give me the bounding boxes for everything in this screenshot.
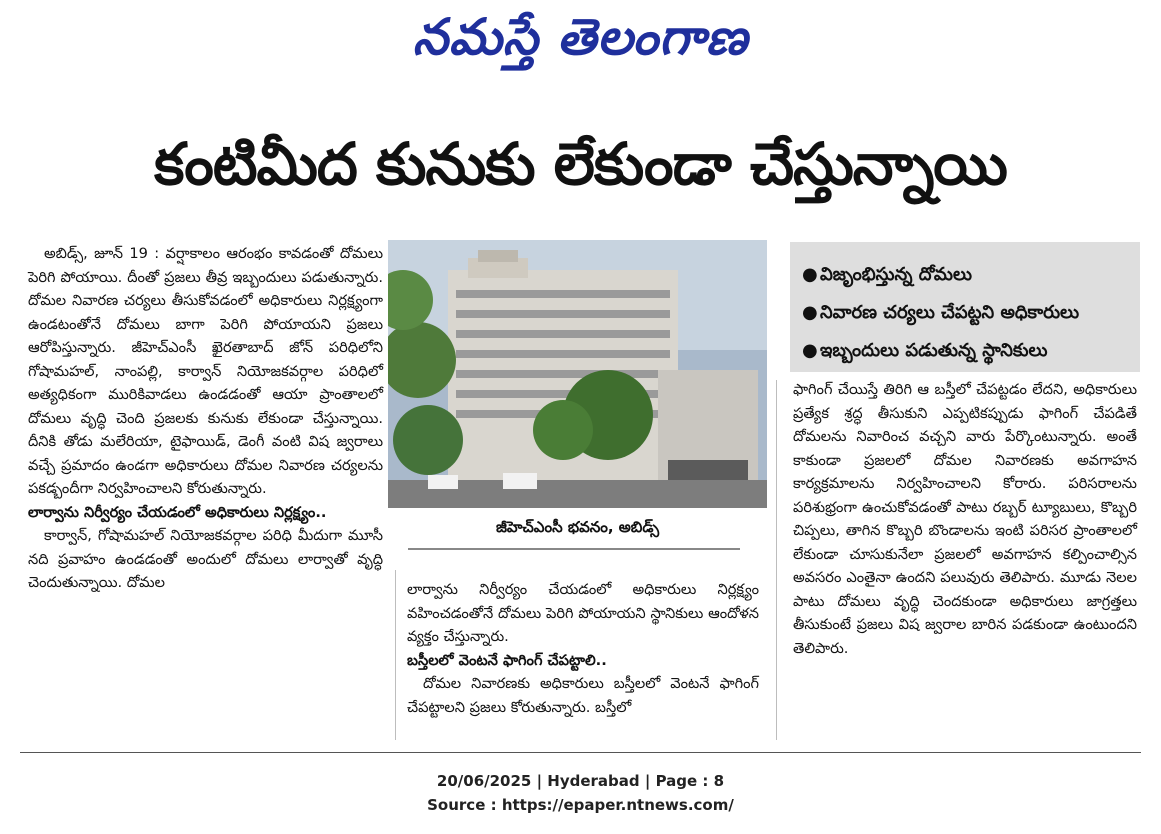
column-1-subheading: లార్వాను నిర్వీర్యం చేయడంలో అధికారులు నిర్లక్ష్యం.. <box>28 503 327 521</box>
footer-source: Source : https://epaper.ntnews.com/ <box>427 796 734 814</box>
building-photo <box>388 240 767 508</box>
highlight-text: విజృంభిస్తున్న దోమలు <box>820 264 972 285</box>
photo-caption: జీహెచ్ఎంసీ భవనం, అబిడ్స్ <box>495 518 660 536</box>
column-divider <box>395 570 396 740</box>
highlight-text: ఇబ్బందులు పడుతున్న స్థానికులు <box>820 340 1048 361</box>
footer-date-page: 20/06/2025 | Hyderabad | Page : 8 <box>436 772 725 790</box>
highlight-item <box>802 256 1140 294</box>
highlights-list <box>790 242 1140 370</box>
column-divider-2 <box>776 380 777 740</box>
column-2-paragraph-1: లార్వాను నిర్వీర్యం చేయడంలో అధికారులు నిర్లక్ష్యం వహించడంతోనే దోమలు పెరిగి పోయాయని స్థానికులు ఆందోళన వ్యక్తం చేస్తున్నారు. <box>407 581 759 645</box>
masthead-logo <box>0 8 1161 79</box>
masthead-title: నమస్తే తెలంగాణ <box>412 8 749 66</box>
bullet-icon: ● <box>802 340 818 361</box>
article-column-2 <box>407 578 759 719</box>
highlights-box <box>790 242 1140 372</box>
column-2-subheading: బస్తీలలో వెంటనే ఫాగింగ్ చేపట్టాలి.. <box>407 651 607 669</box>
building-photo-illustration <box>388 240 767 508</box>
bullet-icon: ● <box>802 264 818 285</box>
highlight-item <box>802 294 1140 332</box>
column-1-paragraph-2: కార్వాన్, గోషామహల్ నియోజకవర్గాల పరిధి మీదుగా మూసీ నది ప్రవాహం ఉండడంతో అందులో దోమలు లార్వాతో వృద్ధి చెందుతున్నాయి. దోమల <box>28 527 383 591</box>
article-column-3 <box>793 378 1137 660</box>
column-1-paragraph-1: అబిడ్స్, జూన్ 19 : వర్షాకాలం ఆరంభం కావడంతో దోమలు పెరిగి పోయాయి. దీంతో ప్రజలు తీవ్ర ఇబ్బందులు పడుతున్నారు. దోమల నివారణ చర్యలు తీసుకోవడంలో అధికారులు నిర్లక్ష్యంగా ఉండటంతోనే దోమలు బాగా పెరిగి పోయాయని ప్రజలు ఆరోపిస్తున్నారు. జీహెచ్ఎంసీ ఖైరతాబాద్ జోన్ పరిధిలోని గోషామహల్, నాంపల్లి, కార్వాన్ నియోజకవర్గాల పరిధిలో అత్యధికంగా మురికివాడలు ఉండడంతో ఆయా ప్రాంతాలలో దోమలు వృద్ధి చెంది ప్రజలకు కునుకు లేకుండా చేస్తున్నాయి. దీనికి తోడు మలేరియా, టైఫాయిడ్, డెంగీ వంటి విష జ్వరాలు వచ్చే ప్రమాదం ఉండగా అధికారులు దోమల నివారణ చర్యలను పకడ్బందీగా నిర్వహించాలని కోరుతున్నారు. <box>28 245 383 497</box>
article-headline: కంటిమీద కునుకు లేకుండా చేస్తున్నాయి <box>154 130 1007 198</box>
article-column-1 <box>28 242 383 595</box>
column-2-paragraph-2: దోమల నివారణకు అధికారులు బస్తీలలో వెంటనే ఫాగింగ్ చేపట్టాలని ప్రజలు కోరుతున్నారు. బస్తీలో <box>407 675 759 716</box>
column-3-paragraph-1: ఫాగింగ్ చేయిస్తే తిరిగి ఆ బస్తీలో చేపట్టడం లేదని, అధికారులు ప్రత్యేక శ్రద్ధ తీసుకుని ఎప్పటికప్పుడు ఫాగింగ్ చేపడితే దోమలను నివారించ వచ్చని వారు పేర్కొంటున్నారు. అంతే కాకుండా ప్రజలలో దోమల నివారణకు అవగాహన కార్యక్రమాలను నిర్వహించాలని కోరారు. పరిసరాలను పరిశుభ్రంగా ఉంచుకోవడంతో పాటు రబ్బర్ ట్యూబులు, కొబ్బరి చిప్పలు, తాగిన కొబ్బరి బొండాలను ఇంటి పరిసర ప్రాంతాలలో లేకుండా చూసుకునేలా ప్రజలలో అవగాహన కల్పించాల్సిన అవసరం ఎంతైనా ఉందని పలువురు తెలిపారు. మూడు నెలల పాటు దోమలు వృద్ధి చెందకుండా అధికారులు జాగ్రత్తలు తీసుకుంటే ప్రజలు విష జ్వరాల బారిన పడకుండా ఉంటుందని తెలిపారు. <box>793 381 1137 657</box>
highlight-item <box>802 332 1140 370</box>
highlight-text: నివారణ చర్యలు చేపట్టని అధికారులు <box>820 302 1080 323</box>
caption-divider <box>408 548 740 550</box>
footer-divider <box>20 752 1141 753</box>
bullet-icon: ● <box>802 302 818 323</box>
